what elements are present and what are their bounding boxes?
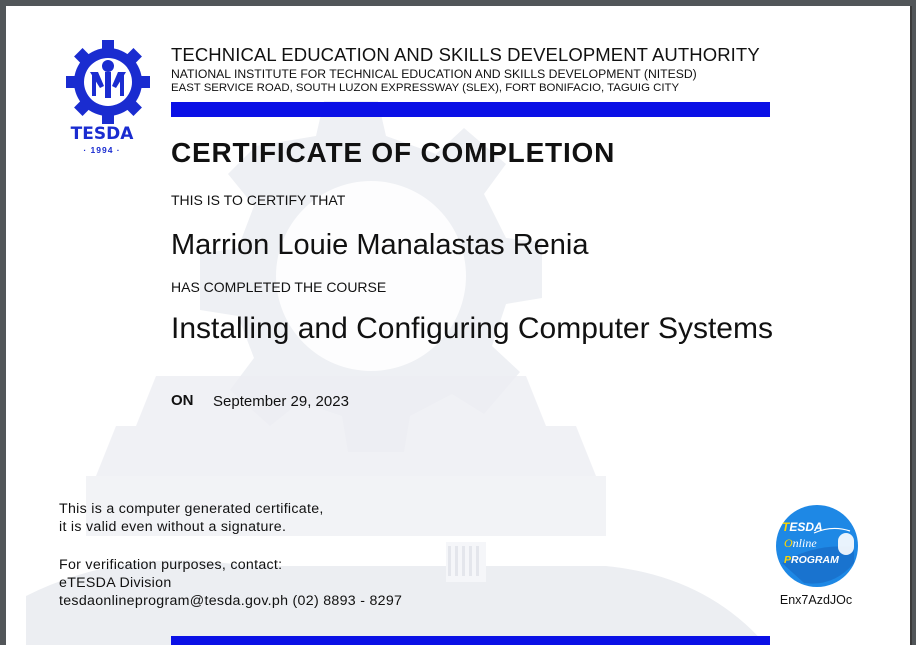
svg-text:TESDA: TESDA: [782, 520, 823, 534]
verification-line-1: For verification purposes, contact:: [59, 557, 283, 573]
certificate-page: [6, 6, 912, 645]
certificate-title: CERTIFICATE OF COMPLETION: [171, 137, 616, 168]
verification-line-2: eTESDA Division: [59, 575, 172, 591]
tesda-gear-logo-icon: [62, 36, 154, 128]
generated-note-line-1: This is a computer generated certificate,: [59, 501, 324, 517]
footer-divider-bar: [171, 636, 770, 645]
online-program-badge-icon: [774, 503, 860, 589]
generated-note-line-2: it is valid even without a signature.: [59, 519, 287, 535]
course-name: Installing and Configuring Computer Systems: [171, 312, 773, 345]
completion-date: September 29, 2023: [213, 393, 349, 410]
institute-name: NATIONAL INSTITUTE FOR TECHNICAL EDUCATION AND SKILLS DEVELOPMENT (NITESD): [171, 67, 697, 81]
on-label: ON: [171, 392, 194, 409]
header-divider-bar: [171, 102, 770, 117]
svg-text:Online: Online: [784, 536, 817, 550]
completed-line: HAS COMPLETED THE COURSE: [171, 279, 387, 295]
logo-year: · 1994 ·: [83, 145, 121, 155]
verification-code: Enx7AzdJOc: [779, 593, 853, 607]
recipient-name: Marrion Louie Manalastas Renia: [171, 229, 589, 261]
certify-line: THIS IS TO CERTIFY THAT: [171, 192, 346, 208]
svg-text:PROGRAM: PROGRAM: [784, 554, 839, 566]
verification-contact: tesdaonlineprogram@tesda.gov.ph (02) 8893 - 8297: [59, 593, 403, 609]
org-name: TECHNICAL EDUCATION AND SKILLS DEVELOPMENT AUTHORITY: [171, 44, 760, 65]
institute-address: EAST SERVICE ROAD, SOUTH LUZON EXPRESSWAY (SLEX), FORT BONIFACIO, TAGUIG CITY: [171, 82, 680, 94]
logo-label: TESDA: [70, 124, 134, 144]
